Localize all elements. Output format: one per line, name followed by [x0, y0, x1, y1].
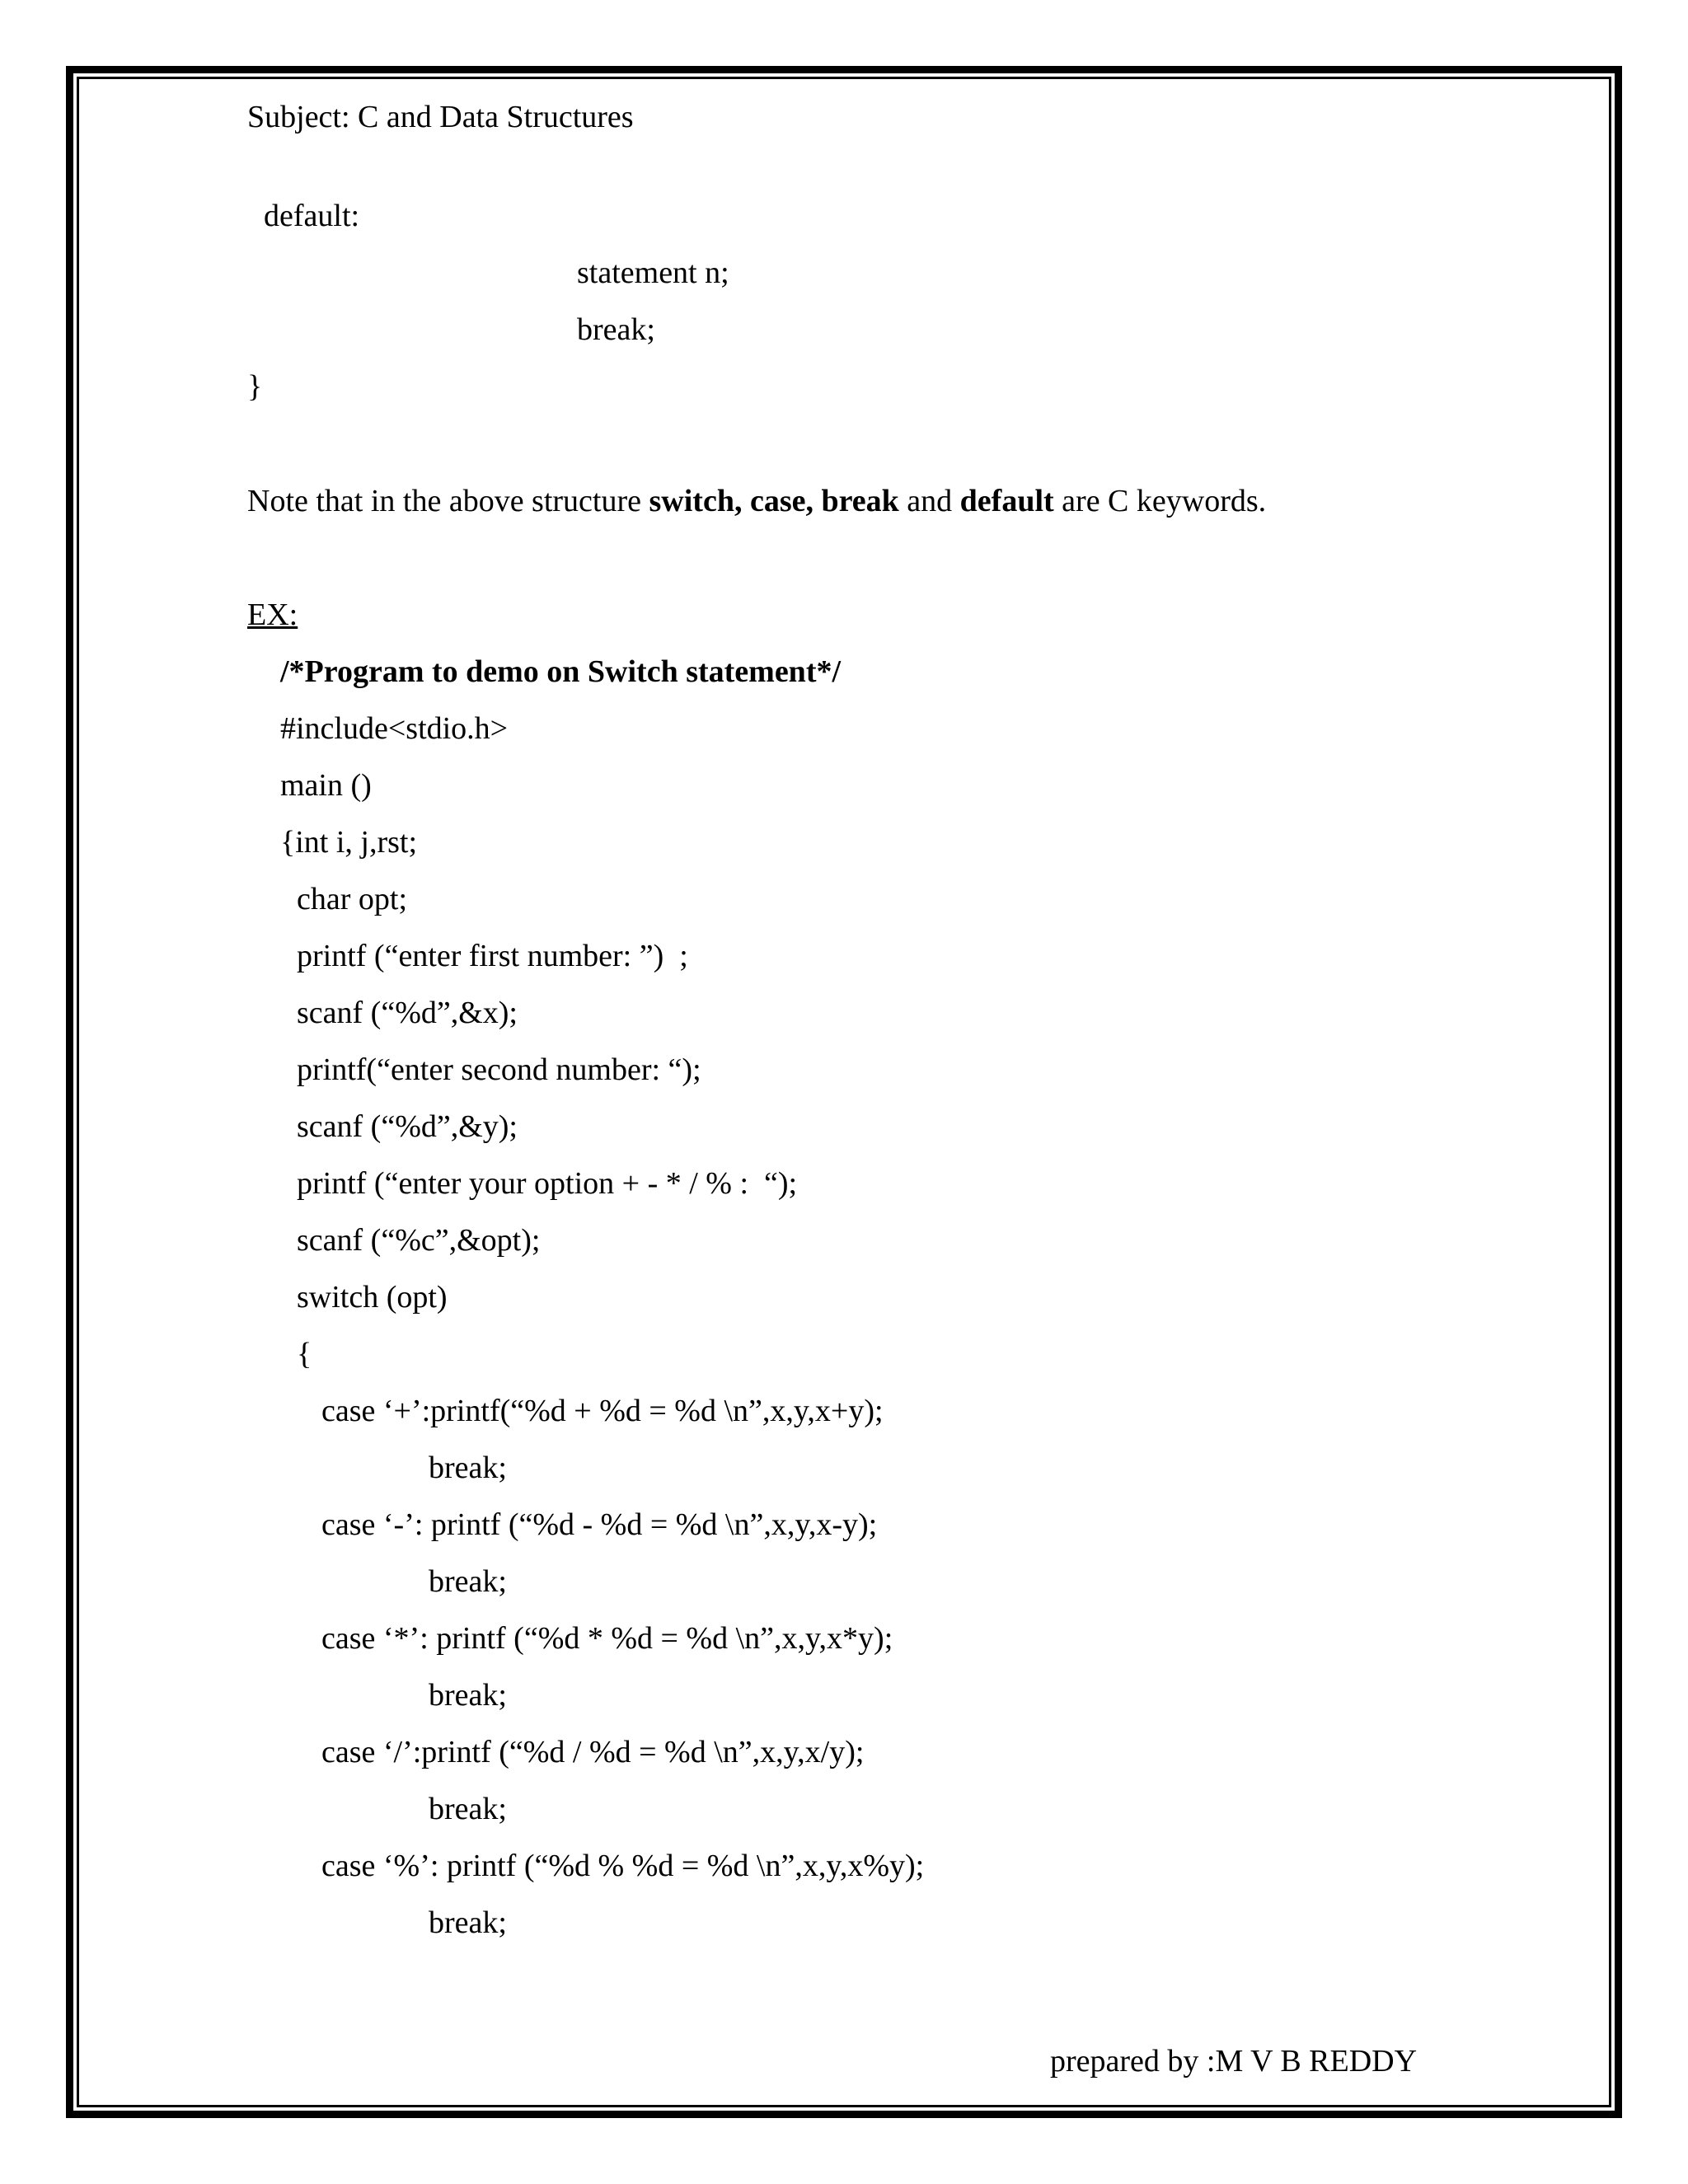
code-line: main () [280, 768, 372, 803]
page-border-inner [77, 77, 1611, 2107]
code-line: case ‘*’: printf (“%d * %d = %d \n”,x,y,x*y); [321, 1621, 893, 1656]
code-line: case ‘-’: printf (“%d - %d = %d \n”,x,y,x-y); [321, 1507, 878, 1542]
code-line: scanf (“%d”,&x); [297, 996, 518, 1030]
code-line: { [297, 1337, 312, 1371]
note-and: and [898, 484, 960, 518]
code-line: scanf (“%d”,&y); [297, 1109, 518, 1144]
note-suffix: are C keywords. [1053, 484, 1267, 518]
statement-n: statement n; [577, 255, 729, 290]
code-line: break; [429, 1564, 507, 1599]
footer-prepared-by: prepared by :M V B REDDY [1050, 2044, 1418, 2079]
example-label: EX: [247, 598, 298, 632]
code-line: case ‘/’:printf (“%d / %d = %d \n”,x,y,x/y); [321, 1735, 865, 1769]
code-line: break; [429, 1905, 507, 1940]
code-line: break; [429, 1451, 507, 1485]
syntax-close-brace: } [247, 369, 263, 404]
note-keywords-1: switch, case, break [649, 484, 899, 518]
default-label: default: [264, 199, 360, 233]
note-keywords-2: default [959, 484, 1054, 518]
program-title-comment: /*Program to demo on Switch statement*/ [280, 654, 842, 689]
code-line: case ‘%’: printf (“%d % %d = %d \n”,x,y,x%y); [321, 1849, 925, 1883]
code-line: printf (“enter first number: ”) ; [297, 939, 688, 973]
code-line: printf(“enter second number: “); [297, 1052, 701, 1087]
code-line: {int i, j,rst; [280, 825, 418, 860]
code-line: break; [429, 1792, 507, 1826]
subject-heading: Subject: C and Data Structures [247, 100, 634, 134]
code-line: case ‘+’:printf(“%d + %d = %d \n”,x,y,x+y); [321, 1394, 884, 1428]
note-prefix: Note that in the above structure [247, 484, 649, 518]
code-line: char opt; [297, 882, 408, 916]
code-line: break; [429, 1678, 507, 1713]
note-paragraph [247, 481, 1266, 521]
code-line: scanf (“%c”,&opt); [297, 1223, 541, 1258]
code-line: #include<stdio.h> [280, 711, 509, 746]
code-line: switch (opt) [297, 1280, 448, 1315]
syntax-break: break; [577, 312, 655, 347]
code-line: printf (“enter your option + - * / % : “); [297, 1166, 798, 1201]
